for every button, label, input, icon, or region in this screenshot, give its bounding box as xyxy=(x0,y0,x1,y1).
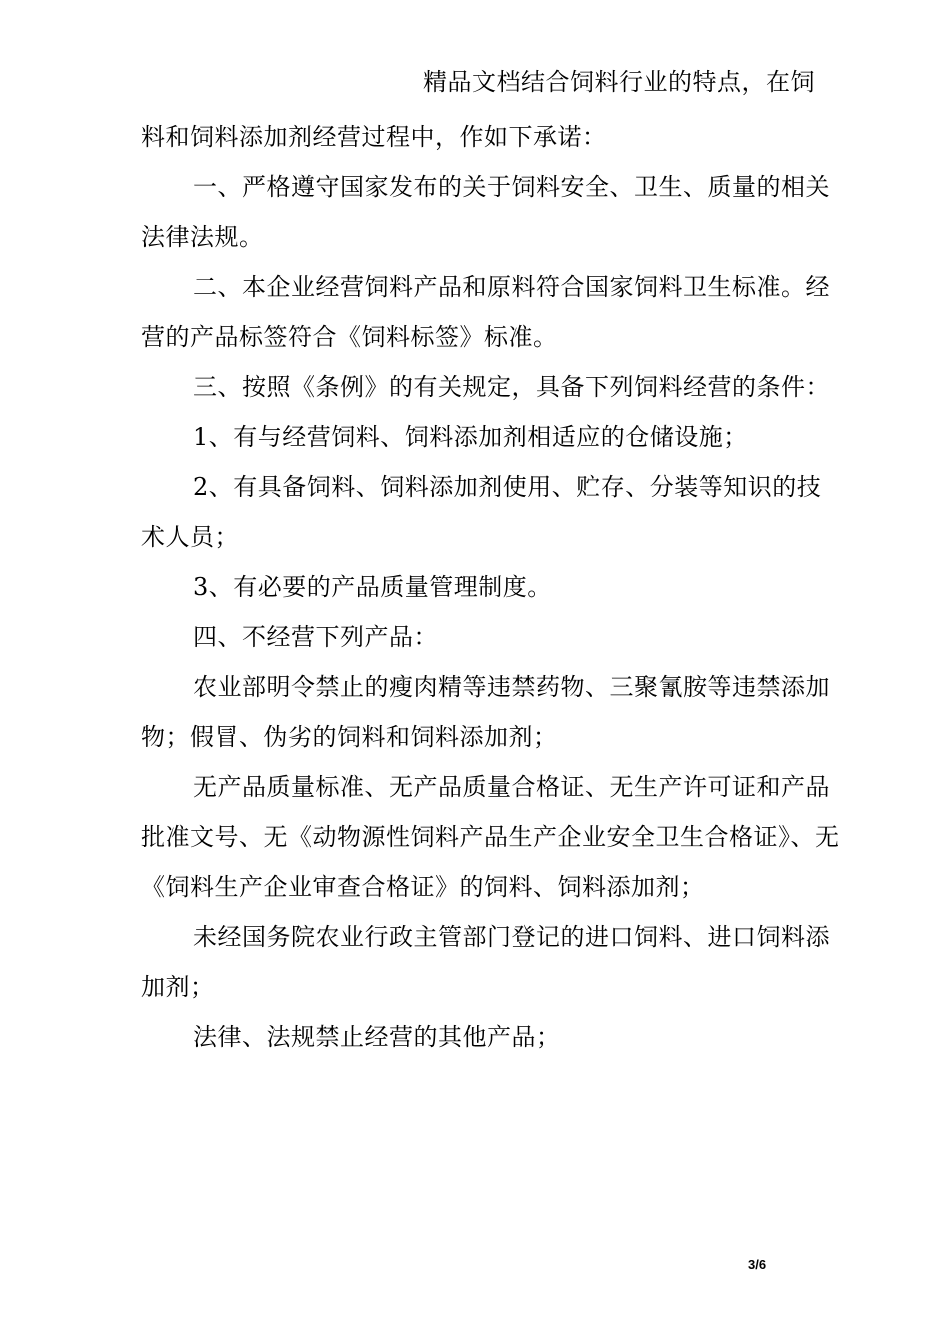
page-number: 3/6 xyxy=(748,1257,767,1272)
document-body xyxy=(141,112,841,1062)
paragraph-prohibited-4: 法律、法规禁止经营的其他产品； xyxy=(193,1023,561,1051)
paragraph-condition-2: 2、有具备饲料、饲料添加剂使用、贮存、分装等知识的技术人员； xyxy=(141,473,822,551)
paragraph-prohibited-3: 未经国务院农业行政主管部门登记的进口饲料、进口饲料添加剂； xyxy=(141,923,830,1001)
paragraph-prohibited-2: 无产品质量标准、无产品质量合格证、无生产许可证和产品批准文号、无《动物源性饲料产品生产企业安全卫生合格证》、无《饲料生产企业审查合格证》的饲料、饲料添加剂； xyxy=(141,773,840,901)
paragraph-item-two: 二、本企业经营饲料产品和原料符合国家饲料卫生标准。经营的产品标签符合《饲料标签》标准。 xyxy=(141,273,830,351)
paragraph-item-one: 一、严格遵守国家发布的关于饲料安全、卫生、质量的相关法律法规。 xyxy=(141,173,830,251)
paragraph-item-three: 三、按照《条例》的有关规定，具备下列饲料经营的条件： xyxy=(193,373,830,401)
paragraph-prohibited-1: 农业部明令禁止的瘦肉精等违禁药物、三聚氰胺等违禁添加物；假冒、伪劣的饲料和饲料添加剂； xyxy=(141,673,830,751)
paragraph-condition-1: 1、有与经营饲料、饲料添加剂相适应的仓储设施； xyxy=(193,423,748,451)
paragraph-item-four: 四、不经营下列产品： xyxy=(193,623,438,651)
paragraph-continuation: 料和饲料添加剂经营过程中，作如下承诺： xyxy=(141,123,607,151)
header-line: 精品文档结合饲料行业的特点，在饲 xyxy=(423,68,815,96)
paragraph-condition-3: 3、有必要的产品质量管理制度。 xyxy=(193,573,552,601)
